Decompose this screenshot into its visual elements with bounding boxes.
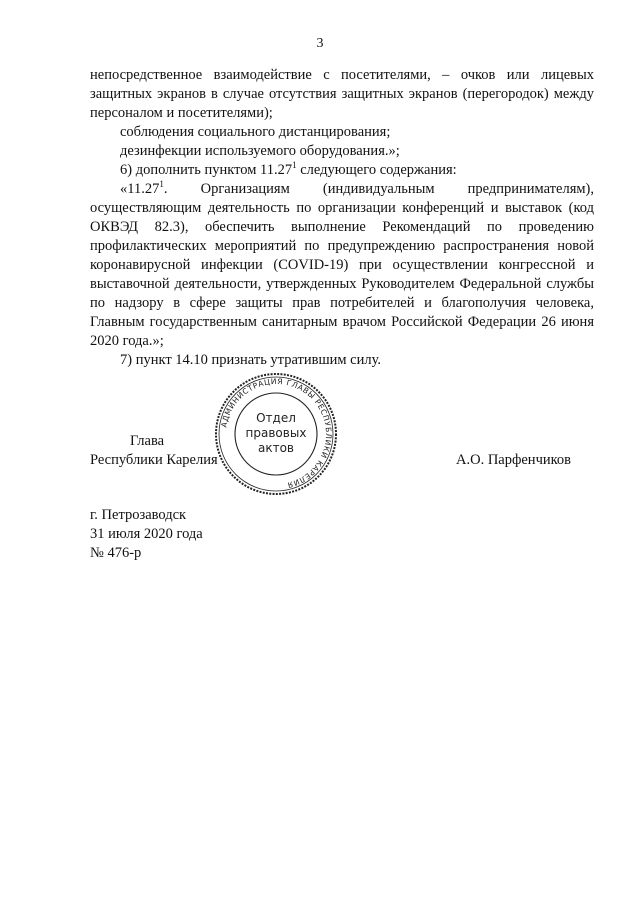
signatory-name: А.О. Парфенчиков bbox=[456, 452, 572, 468]
signatory-title-line-1: Глава bbox=[130, 433, 165, 449]
signatory-title-line-2: Республики Карелия bbox=[90, 452, 218, 468]
superscript: 1 bbox=[292, 160, 297, 171]
paragraph-4 bbox=[90, 161, 594, 180]
seal-ring-text: АДМИНИСТРАЦИЯ ГЛАВЫ РЕСПУБЛИКИ КАРЕЛИЯ bbox=[219, 376, 334, 490]
superscript: 1 bbox=[159, 179, 164, 190]
page-number: 3 bbox=[316, 36, 324, 51]
paragraph-6: 7) пункт 14.10 признать утратившим силу. bbox=[120, 352, 382, 368]
paragraph-1: непосредственное взаимодействие с посетителями, – очков или лицевых защитных экранов в случае отсутствия защитных экранов (перегородок) между персоналом и посетителями); bbox=[90, 67, 594, 121]
official-seal bbox=[214, 372, 338, 496]
seal-center-line-3: актов bbox=[257, 441, 295, 455]
seal-center-line-1: Отдел bbox=[256, 411, 296, 425]
paragraph-5-text: «11.27 bbox=[120, 181, 160, 197]
document-date: 31 июля 2020 года bbox=[90, 526, 203, 542]
document-body bbox=[90, 66, 594, 370]
signatory-title bbox=[90, 432, 218, 470]
document-city: г. Петрозаводск bbox=[90, 507, 187, 523]
paragraph-4-text-end: следующего содержания: bbox=[296, 162, 457, 178]
paragraph-2: соблюдения социального дистанцирования; bbox=[120, 124, 391, 140]
document-footer bbox=[90, 506, 203, 563]
paragraph-3: дезинфекции используемого оборудования.»; bbox=[120, 143, 400, 159]
paragraph-5 bbox=[90, 180, 594, 351]
paragraph-4-text: 6) дополнить пунктом 11.27 bbox=[120, 162, 293, 178]
seal-center-line-2: правовых bbox=[245, 426, 307, 440]
document-number: № 476-р bbox=[90, 545, 142, 561]
paragraph-5-text-end: . Организациям (индивидуальным предпринимателям), осуществляющим деятельность по организации конференций и выставок (код ОКВЭД 82.3), обеспечить выполнение Рекомендаций по проведению профилактических мероприятий по предупреждению распространения новой коронавирусной инфекции (COVID-19) при осуществлении конгрессной и выставочной деятельности, утвержденных Руководителем Федеральной службы по надзору в сфере защиты прав потребителей и благополучия человека, Главным государственным санитарным врачом Российской Федерации 26 июня 2020 года.»; bbox=[90, 181, 594, 349]
